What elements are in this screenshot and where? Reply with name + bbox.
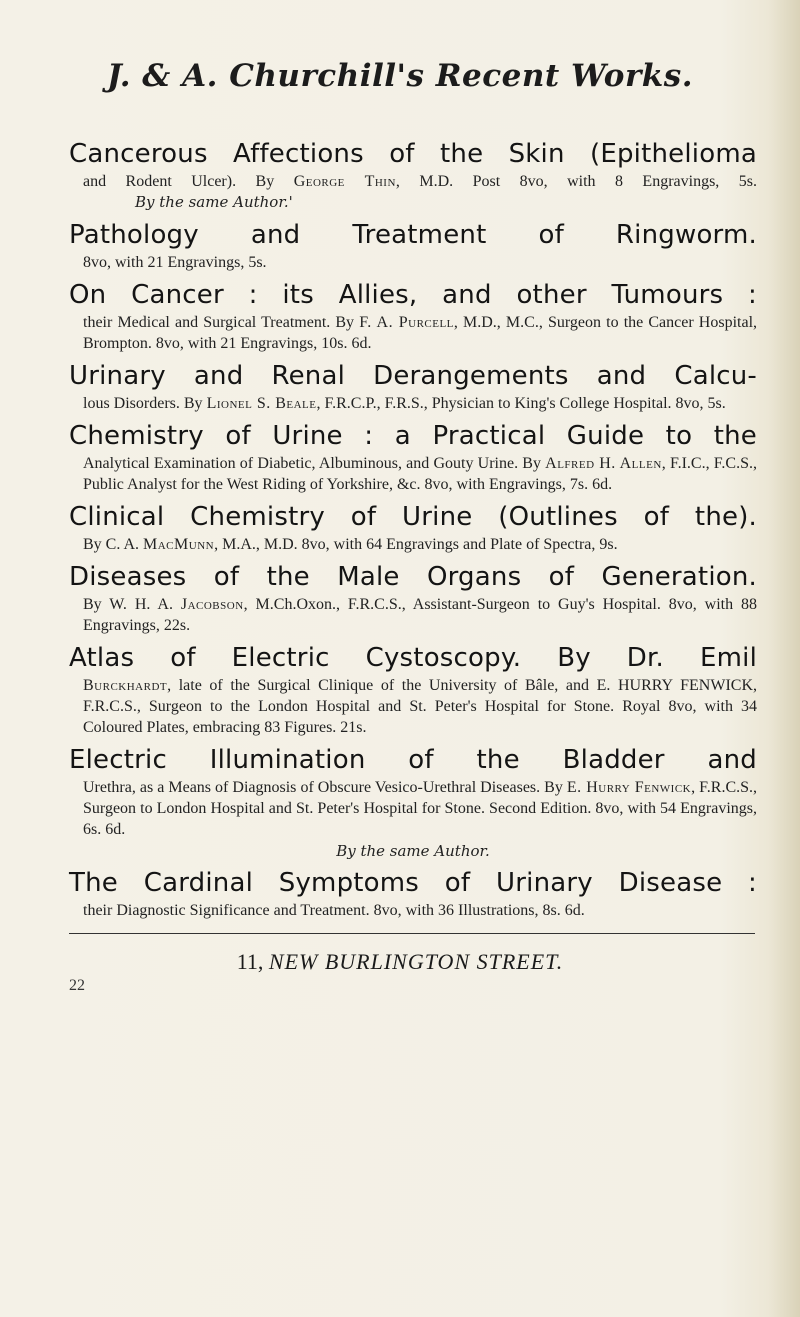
address-number: 11, bbox=[236, 949, 264, 974]
entry-description bbox=[69, 393, 757, 414]
entry-description bbox=[69, 777, 757, 840]
catalogue-entries bbox=[69, 138, 757, 927]
entry-desc-pre: their Medical and Surgical Treatment. By bbox=[83, 314, 360, 331]
page-number: 22 bbox=[69, 977, 85, 994]
entry-author: MacMunn bbox=[143, 536, 215, 553]
catalogue-entry bbox=[69, 360, 757, 414]
entry-desc-post: , M.D. Post 8vo, with 8 Engravings, 5s. bbox=[395, 173, 757, 190]
page-header: J. & A. Churchill's Recent Works. bbox=[106, 58, 694, 94]
entry-author: F. A. Purcell bbox=[359, 314, 454, 331]
address-street: NEW BURLINGTON STREET. bbox=[268, 949, 564, 974]
catalogue-entry bbox=[69, 219, 757, 273]
catalogue-entry bbox=[69, 279, 757, 354]
catalogue-entry bbox=[69, 561, 757, 636]
entry-title: Electric Illumination of the Bladder and bbox=[69, 745, 757, 775]
entry-title: Atlas of Electric Cystoscopy. By Dr. Emil bbox=[69, 643, 757, 673]
catalogue-entry bbox=[69, 642, 757, 738]
catalogue-entry bbox=[69, 744, 757, 861]
entry-title: Diseases of the Male Organs of Generation. bbox=[69, 562, 757, 592]
entry-title: Chemistry of Urine : a Practical Guide to the bbox=[69, 421, 757, 451]
entry-author: Jacobson bbox=[180, 596, 244, 613]
entry-desc-pre: Urethra, as a Means of Diagnosis of Obscure Vesico-Urethral Diseases. By bbox=[83, 779, 567, 796]
entry-title: The Cardinal Symptoms of Urinary Disease : bbox=[69, 868, 757, 898]
entry-desc-post: , M.A., M.D. 8vo, with 64 Engravings and Plate of Spectra, 9s. bbox=[214, 536, 618, 553]
publisher-address bbox=[0, 949, 800, 975]
entry-description bbox=[69, 171, 757, 213]
entry-description bbox=[69, 453, 757, 495]
entry-author: Lionel S. Beale bbox=[206, 395, 317, 412]
entry-title: Clinical Chemistry of Urine (Outlines of the). bbox=[69, 502, 757, 532]
catalogue-entry bbox=[69, 138, 757, 213]
entry-desc-pre: lous Disorders. By bbox=[83, 395, 207, 412]
entry-title: Urinary and Renal Derangements and Calcu- bbox=[69, 361, 757, 391]
entry-author: George Thin bbox=[293, 173, 396, 190]
entry-author: Alfred H. Allen bbox=[545, 455, 662, 472]
catalogue-entry bbox=[69, 501, 757, 555]
entry-desc-pre: Analytical Examination of Diabetic, Albuminous, and Gouty Urine. By bbox=[83, 455, 546, 472]
catalogue-entry bbox=[69, 420, 757, 495]
entry-desc-post: , late of the Surgical Clinique of the University of Bâle, and E. HURRY FENWICK, F.R.C.S., Surgeon to the London Hospital and St. Peter's Hospital for Stone. Royal 8vo, with 34 Coloured Plates, embracing 83 Figures. 21s. bbox=[83, 677, 757, 736]
entry-author: Burckhardt bbox=[83, 677, 168, 694]
entry-desc-post: , M.D., M.C., Surgeon to the Cancer Hospital, Brompton. 8vo, with 21 Engravings, 10s. 6d. bbox=[83, 314, 758, 352]
entry-desc-pre: and Rodent Ulcer). By bbox=[83, 173, 294, 190]
entry-description bbox=[69, 252, 757, 273]
entry-description bbox=[69, 675, 757, 738]
entry-desc-pre: 8vo, with 21 Engravings, 5s. bbox=[83, 254, 267, 271]
entry-desc-post: , F.I.C., F.C.S., Public Analyst for the West Riding of Yorkshire, &c. 8vo, with Engravings, 7s. 6d. bbox=[83, 455, 757, 493]
entry-byline: By the same Author. bbox=[336, 842, 490, 860]
entry-author: E. Hurry Fenwick bbox=[566, 779, 692, 796]
entry-desc-pre: By W. H. A. bbox=[83, 596, 181, 613]
entry-desc-pre: their Diagnostic Significance and Treatment. 8vo, with 36 Illustrations, 8s. 6d. bbox=[83, 902, 585, 919]
entry-title: Cancerous Affections of the Skin (Epithelioma bbox=[69, 139, 757, 169]
entry-description bbox=[69, 534, 757, 555]
entry-title: Pathology and Treatment of Ringworm. bbox=[69, 220, 757, 250]
entry-title: On Cancer : its Allies, and other Tumours : bbox=[69, 280, 757, 310]
entry-desc-pre: By C. A. bbox=[83, 536, 144, 553]
entry-desc-post: , F.R.C.P., F.R.S., Physician to King's College Hospital. 8vo, 5s. bbox=[316, 395, 726, 412]
entry-description bbox=[69, 312, 757, 354]
entry-byline: By the same Author.' bbox=[135, 193, 293, 211]
catalogue-entry bbox=[69, 867, 757, 921]
entry-desc-post: , F.R.C.S., Surgeon to London Hospital and St. Peter's Hospital for Stone. Second Edition. 8vo, with 54 Engravings, 6s. 6d. bbox=[83, 779, 758, 838]
entry-description bbox=[69, 900, 757, 921]
entry-description bbox=[69, 594, 757, 636]
entry-desc-post: , M.Ch.Oxon., F.R.C.S., Assistant-Surgeon to Guy's Hospital. 8vo, with 88 Engravings, 22s. bbox=[83, 596, 757, 634]
footer-divider bbox=[69, 933, 755, 934]
